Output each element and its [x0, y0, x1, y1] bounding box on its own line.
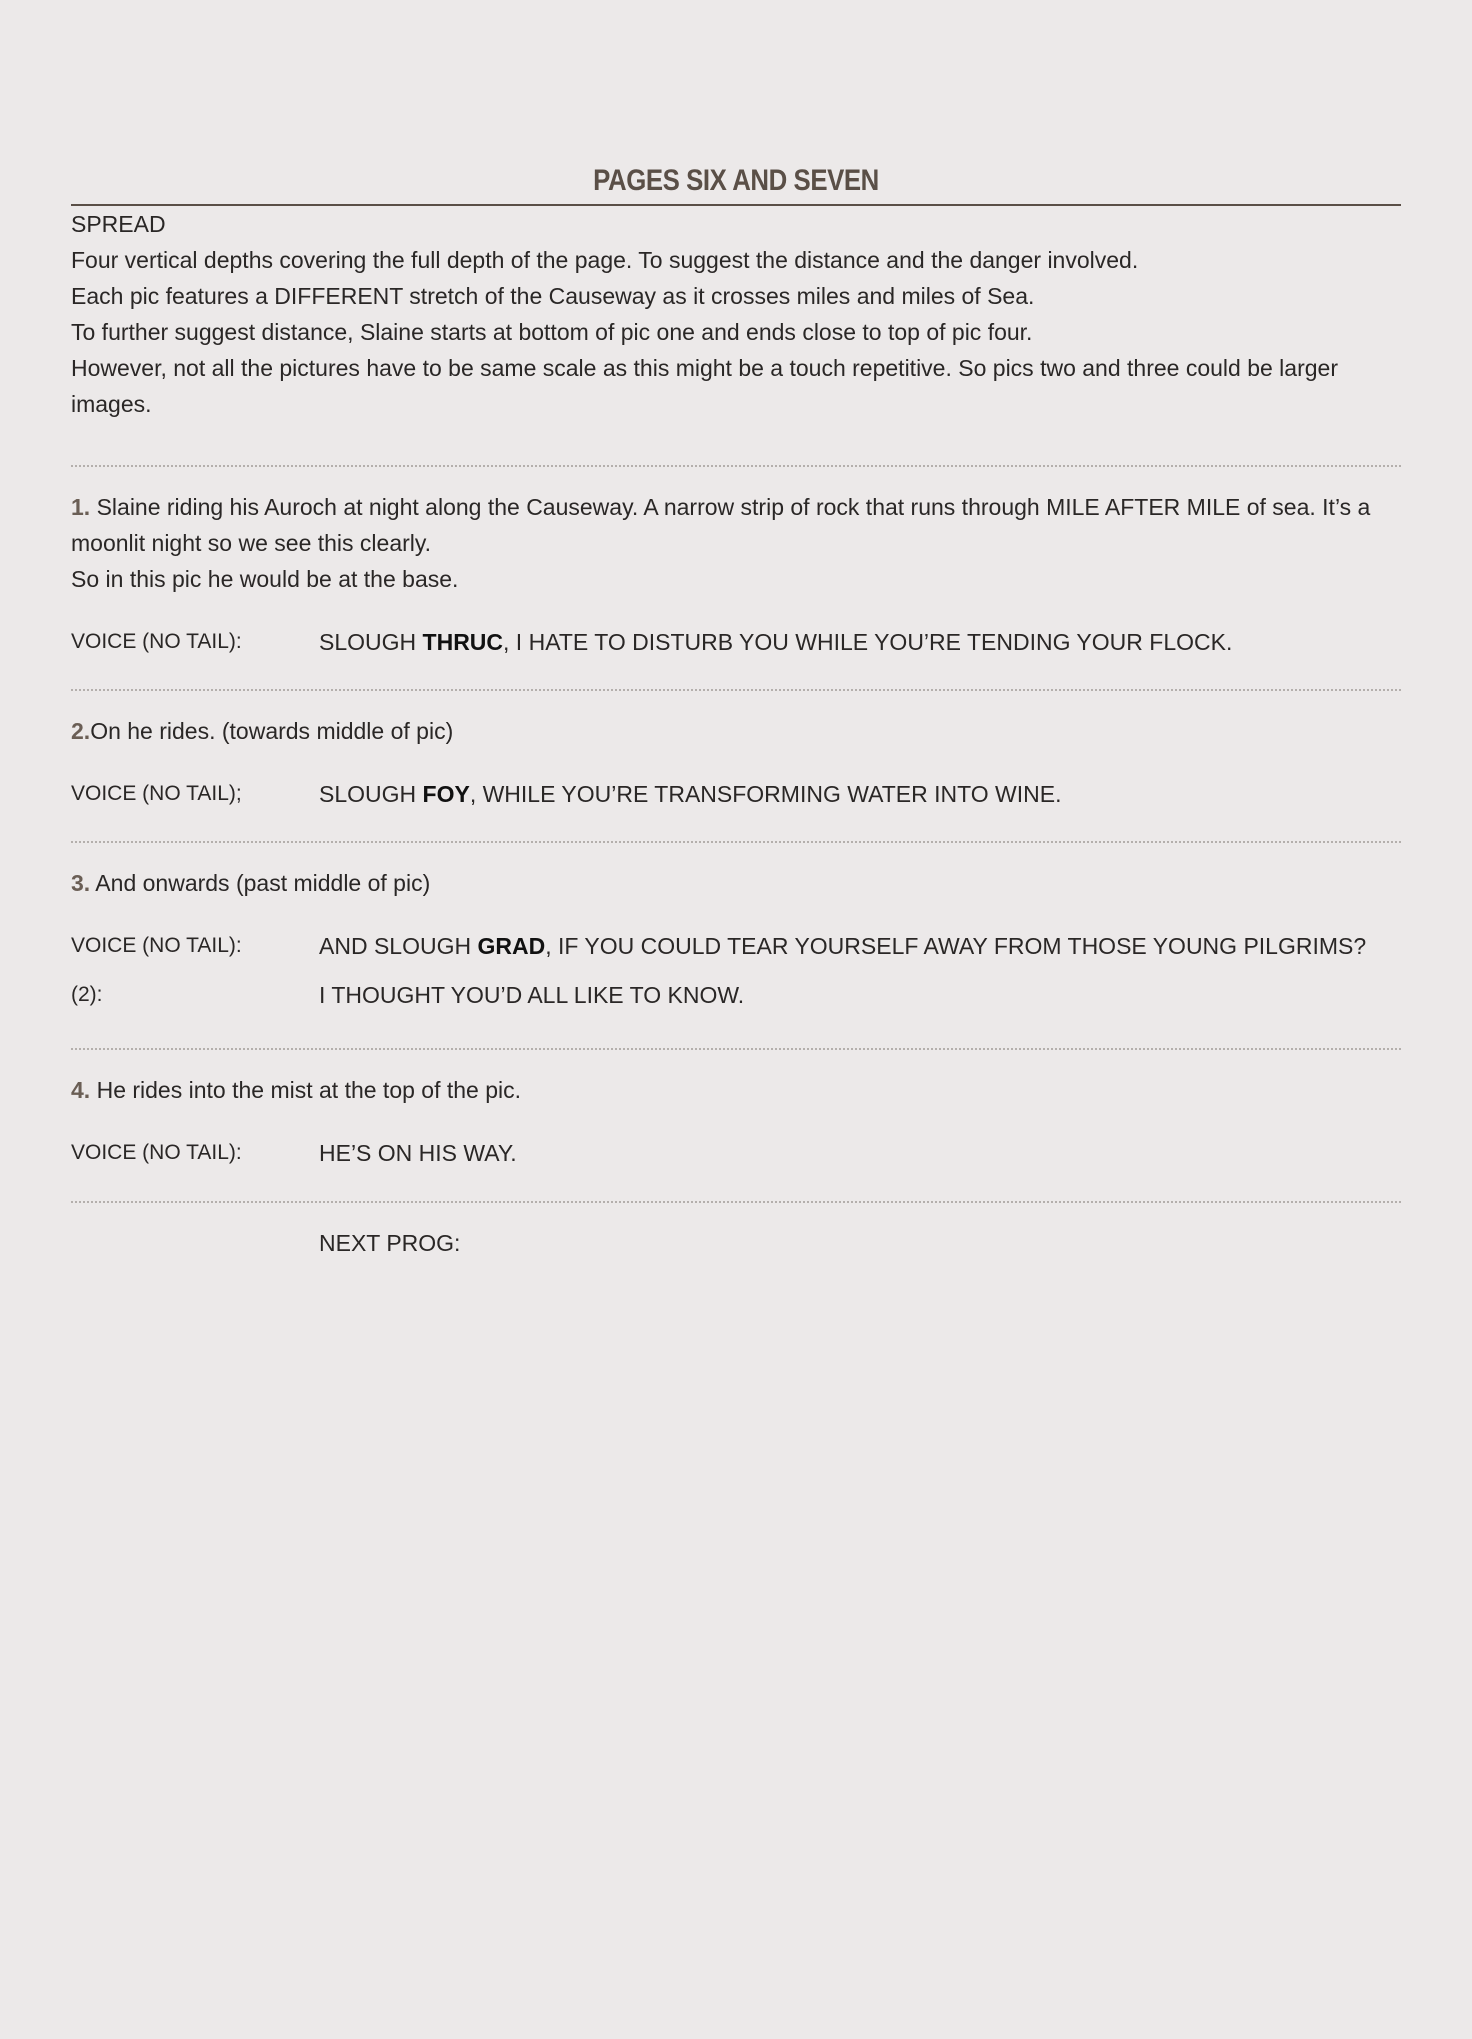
dialogue-text: HE’S ON HIS WAY. — [319, 1140, 517, 1166]
next-prog-label — [71, 1225, 319, 1261]
next-prog-line — [71, 1225, 1401, 1261]
intro-paragraph: To further suggest distance, Slaine starts at bottom of pic one and ends close to top of pic four. — [71, 319, 1033, 345]
panel-number: 2. — [71, 718, 91, 744]
page-title: PAGES SIX AND SEVEN — [593, 164, 879, 197]
panel-number: 3. — [71, 870, 91, 896]
panel-description-text: He rides into the mist at the top of the pic. — [90, 1077, 522, 1103]
dialogue-text-part: SLOUGH — [319, 629, 423, 655]
panel-divider — [71, 1201, 1401, 1203]
dialogue-speaker: VOICE (NO TAIL): — [71, 630, 242, 653]
dialogue-speaker: VOICE (NO TAIL); — [71, 782, 242, 805]
panel-description — [71, 489, 1401, 561]
dialogue-text — [319, 624, 1401, 660]
panel-number: 4. — [71, 1077, 91, 1103]
panel-number: 1. — [71, 494, 91, 520]
script-page — [71, 160, 1401, 1261]
panel-description — [71, 713, 1401, 749]
panel-divider — [71, 1048, 1401, 1050]
intro-paragraph: Four vertical depths covering the full depth of the page. To suggest the distance and the danger involved. — [71, 247, 1139, 273]
dialogue-text-part: SLOUGH — [319, 781, 423, 807]
dialogue-line — [71, 1135, 1401, 1171]
panel-description — [71, 1072, 1401, 1108]
panel-description-text: And onwards (past middle of pic) — [90, 870, 431, 896]
intro-paragraph: Each pic features a DIFFERENT stretch of the Causeway as it crosses miles and miles of Sea. — [71, 283, 1035, 309]
dialogue-emphasis: FOY — [422, 781, 470, 807]
dialogue-emphasis: GRAD — [477, 933, 546, 959]
dialogue-text-part: AND SLOUGH — [319, 933, 478, 959]
dialogue-text — [319, 776, 1401, 812]
intro-heading: SPREAD — [71, 211, 166, 237]
dialogue-line — [71, 776, 1401, 812]
dialogue-text-part: , IF YOU COULD TEAR YOURSELF AWAY FROM THOSE YOUNG PILGRIMS? — [545, 933, 1367, 959]
panel-description-text: On he rides. (towards middle of pic) — [90, 718, 454, 744]
dialogue-text-part: , I HATE TO DISTURB YOU WHILE YOU’RE TENDING YOUR FLOCK. — [503, 629, 1233, 655]
panel-divider — [71, 841, 1401, 843]
intro-paragraph: However, not all the pictures have to be same scale as this might be a touch repetitive. So pics two and three could be larger images. — [71, 355, 1338, 417]
dialogue-speaker: VOICE (NO TAIL): — [71, 1141, 242, 1164]
panel-description-text: Slaine riding his Auroch at night along the Causeway. A narrow strip of rock that runs through MILE AFTER MILE of sea. It’s a moonlit night so we see this clearly. — [71, 494, 1371, 556]
panel-note: So in this pic he would be at the base. — [71, 566, 459, 592]
panel-divider — [71, 465, 1401, 467]
dialogue-emphasis: THRUC — [422, 629, 504, 655]
dialogue-line — [71, 928, 1401, 964]
panel-description — [71, 865, 1401, 901]
dialogue-text-part: , WHILE YOU’RE TRANSFORMING WATER INTO WINE. — [469, 781, 1062, 807]
dialogue-speaker: (2): — [71, 983, 103, 1006]
dialogue-speaker: VOICE (NO TAIL): — [71, 934, 242, 957]
dialogue-text: I THOUGHT YOU’D ALL LIKE TO KNOW. — [319, 982, 745, 1008]
panel-divider — [71, 689, 1401, 691]
dialogue-line — [71, 624, 1401, 660]
dialogue-line — [71, 977, 1401, 1013]
next-prog-text: NEXT PROG: — [319, 1230, 461, 1256]
dialogue-text — [319, 928, 1401, 964]
